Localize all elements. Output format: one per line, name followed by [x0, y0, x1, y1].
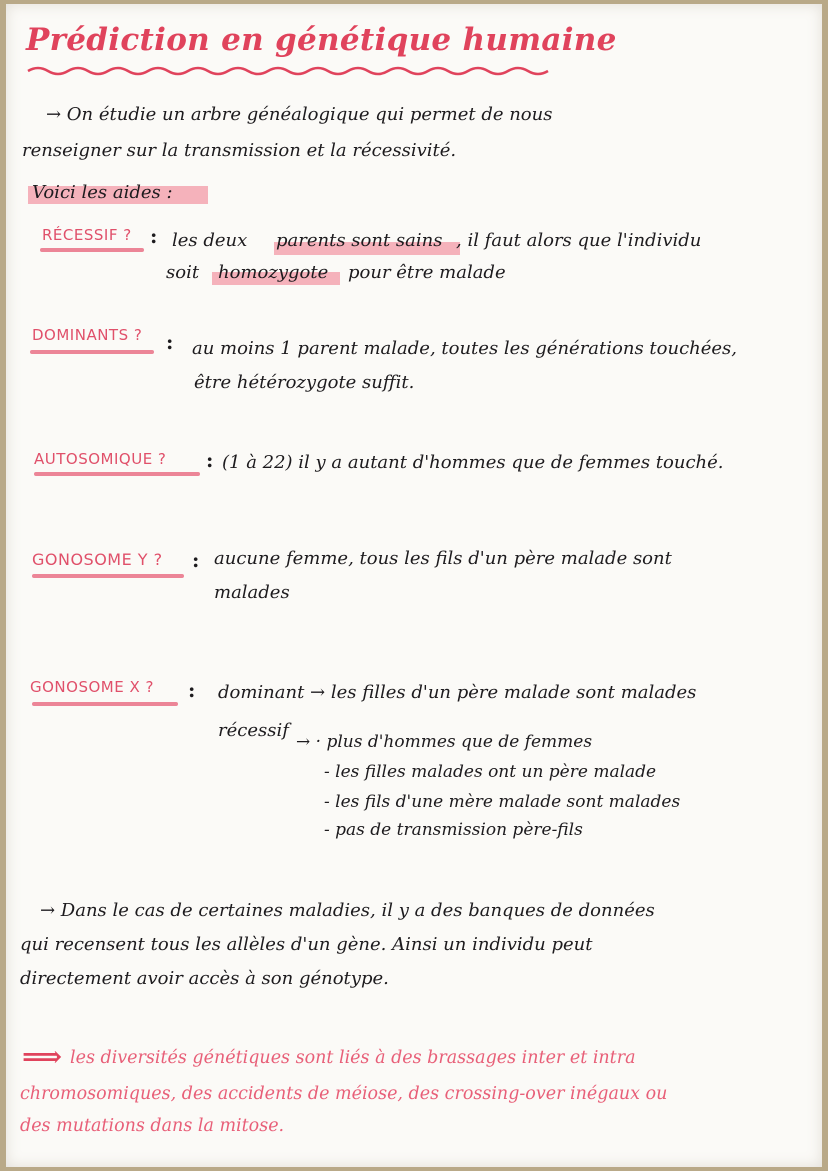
- intro-line-2: renseigner sur la transmission et la récessivité.: [22, 140, 457, 161]
- conclusion-arrow-icon: ⟹: [22, 1040, 63, 1073]
- gonosome-y-underline: [32, 574, 184, 578]
- aides-label: Voici les aides :: [32, 182, 173, 203]
- gonosome-y-label: GONOSOME Y ?: [32, 550, 163, 569]
- recessif-text-c: , il faut alors que l'individu: [456, 230, 702, 251]
- recessif-text-e: homozygote: [218, 262, 329, 283]
- autosomique-label: AUTOSOMIQUE ?: [34, 450, 167, 468]
- recessif-text-b: parents sont sains: [276, 230, 443, 251]
- dominants-line-1: au moins 1 parent malade, toutes les générations touchées,: [192, 338, 738, 359]
- banques-line-1: → Dans le cas de certaines maladies, il y a des banques de données: [40, 900, 655, 921]
- dominants-underline: [30, 350, 154, 354]
- conclusion-line-3: des mutations dans la mitose.: [20, 1116, 285, 1136]
- page-title: Prédiction en génétique humaine: [26, 22, 617, 58]
- notebook-page: [6, 4, 822, 1167]
- recessif-underline: [40, 248, 144, 252]
- conclusion-line-2: chromosomiques, des accidents de méiose, des crossing-over inégaux ou: [20, 1084, 668, 1104]
- gonosome-y-line-1: aucune femme, tous les fils d'un père malade sont: [214, 548, 672, 569]
- gonosome-x-underline: [32, 702, 178, 706]
- gonosome-x-colon: :: [188, 678, 196, 702]
- dominants-colon: :: [166, 330, 174, 354]
- autosomique-underline: [34, 472, 200, 476]
- autosomique-line-1: (1 à 22) il y a autant d'hommes que de femmes touché.: [222, 452, 724, 473]
- recessif-text-f: pour être malade: [348, 262, 506, 283]
- gonosome-y-colon: :: [192, 548, 200, 572]
- gonosome-x-dominant: dominant → les filles d'un père malade sont malades: [218, 682, 697, 703]
- recessif-colon: :: [150, 224, 158, 248]
- recessif-text-d: soit: [166, 262, 200, 283]
- banques-line-3: directement avoir accès à son génotype.: [20, 968, 389, 989]
- gonosome-x-item-4: - pas de transmission père-fils: [324, 820, 583, 840]
- dominants-label: DOMINANTS ?: [32, 326, 143, 344]
- conclusion-line-1: les diversités génétiques sont liés à des brassages inter et intra: [70, 1048, 636, 1068]
- gonosome-x-item-1: → · plus d'hommes que de femmes: [296, 732, 593, 752]
- gonosome-x-label: GONOSOME X ?: [30, 678, 154, 696]
- recessif-label: RÉCESSIF ?: [42, 226, 132, 244]
- gonosome-y-line-2: malades: [214, 582, 290, 603]
- gonosome-x-item-2: - les filles malades ont un père malade: [324, 762, 657, 782]
- gonosome-x-recessif: récessif: [218, 720, 289, 741]
- intro-line-1: → On étudie un arbre généalogique qui permet de nous: [46, 104, 553, 125]
- gonosome-x-item-3: - les fils d'une mère malade sont malades: [324, 792, 681, 812]
- dominants-line-2: être hétérozygote suffit.: [194, 372, 415, 393]
- title-wavy-underline: [26, 64, 566, 78]
- autosomique-colon: :: [206, 448, 214, 472]
- banques-line-2: qui recensent tous les allèles d'un gène. Ainsi un individu peut: [20, 934, 593, 955]
- recessif-text-a: les deux: [172, 230, 248, 251]
